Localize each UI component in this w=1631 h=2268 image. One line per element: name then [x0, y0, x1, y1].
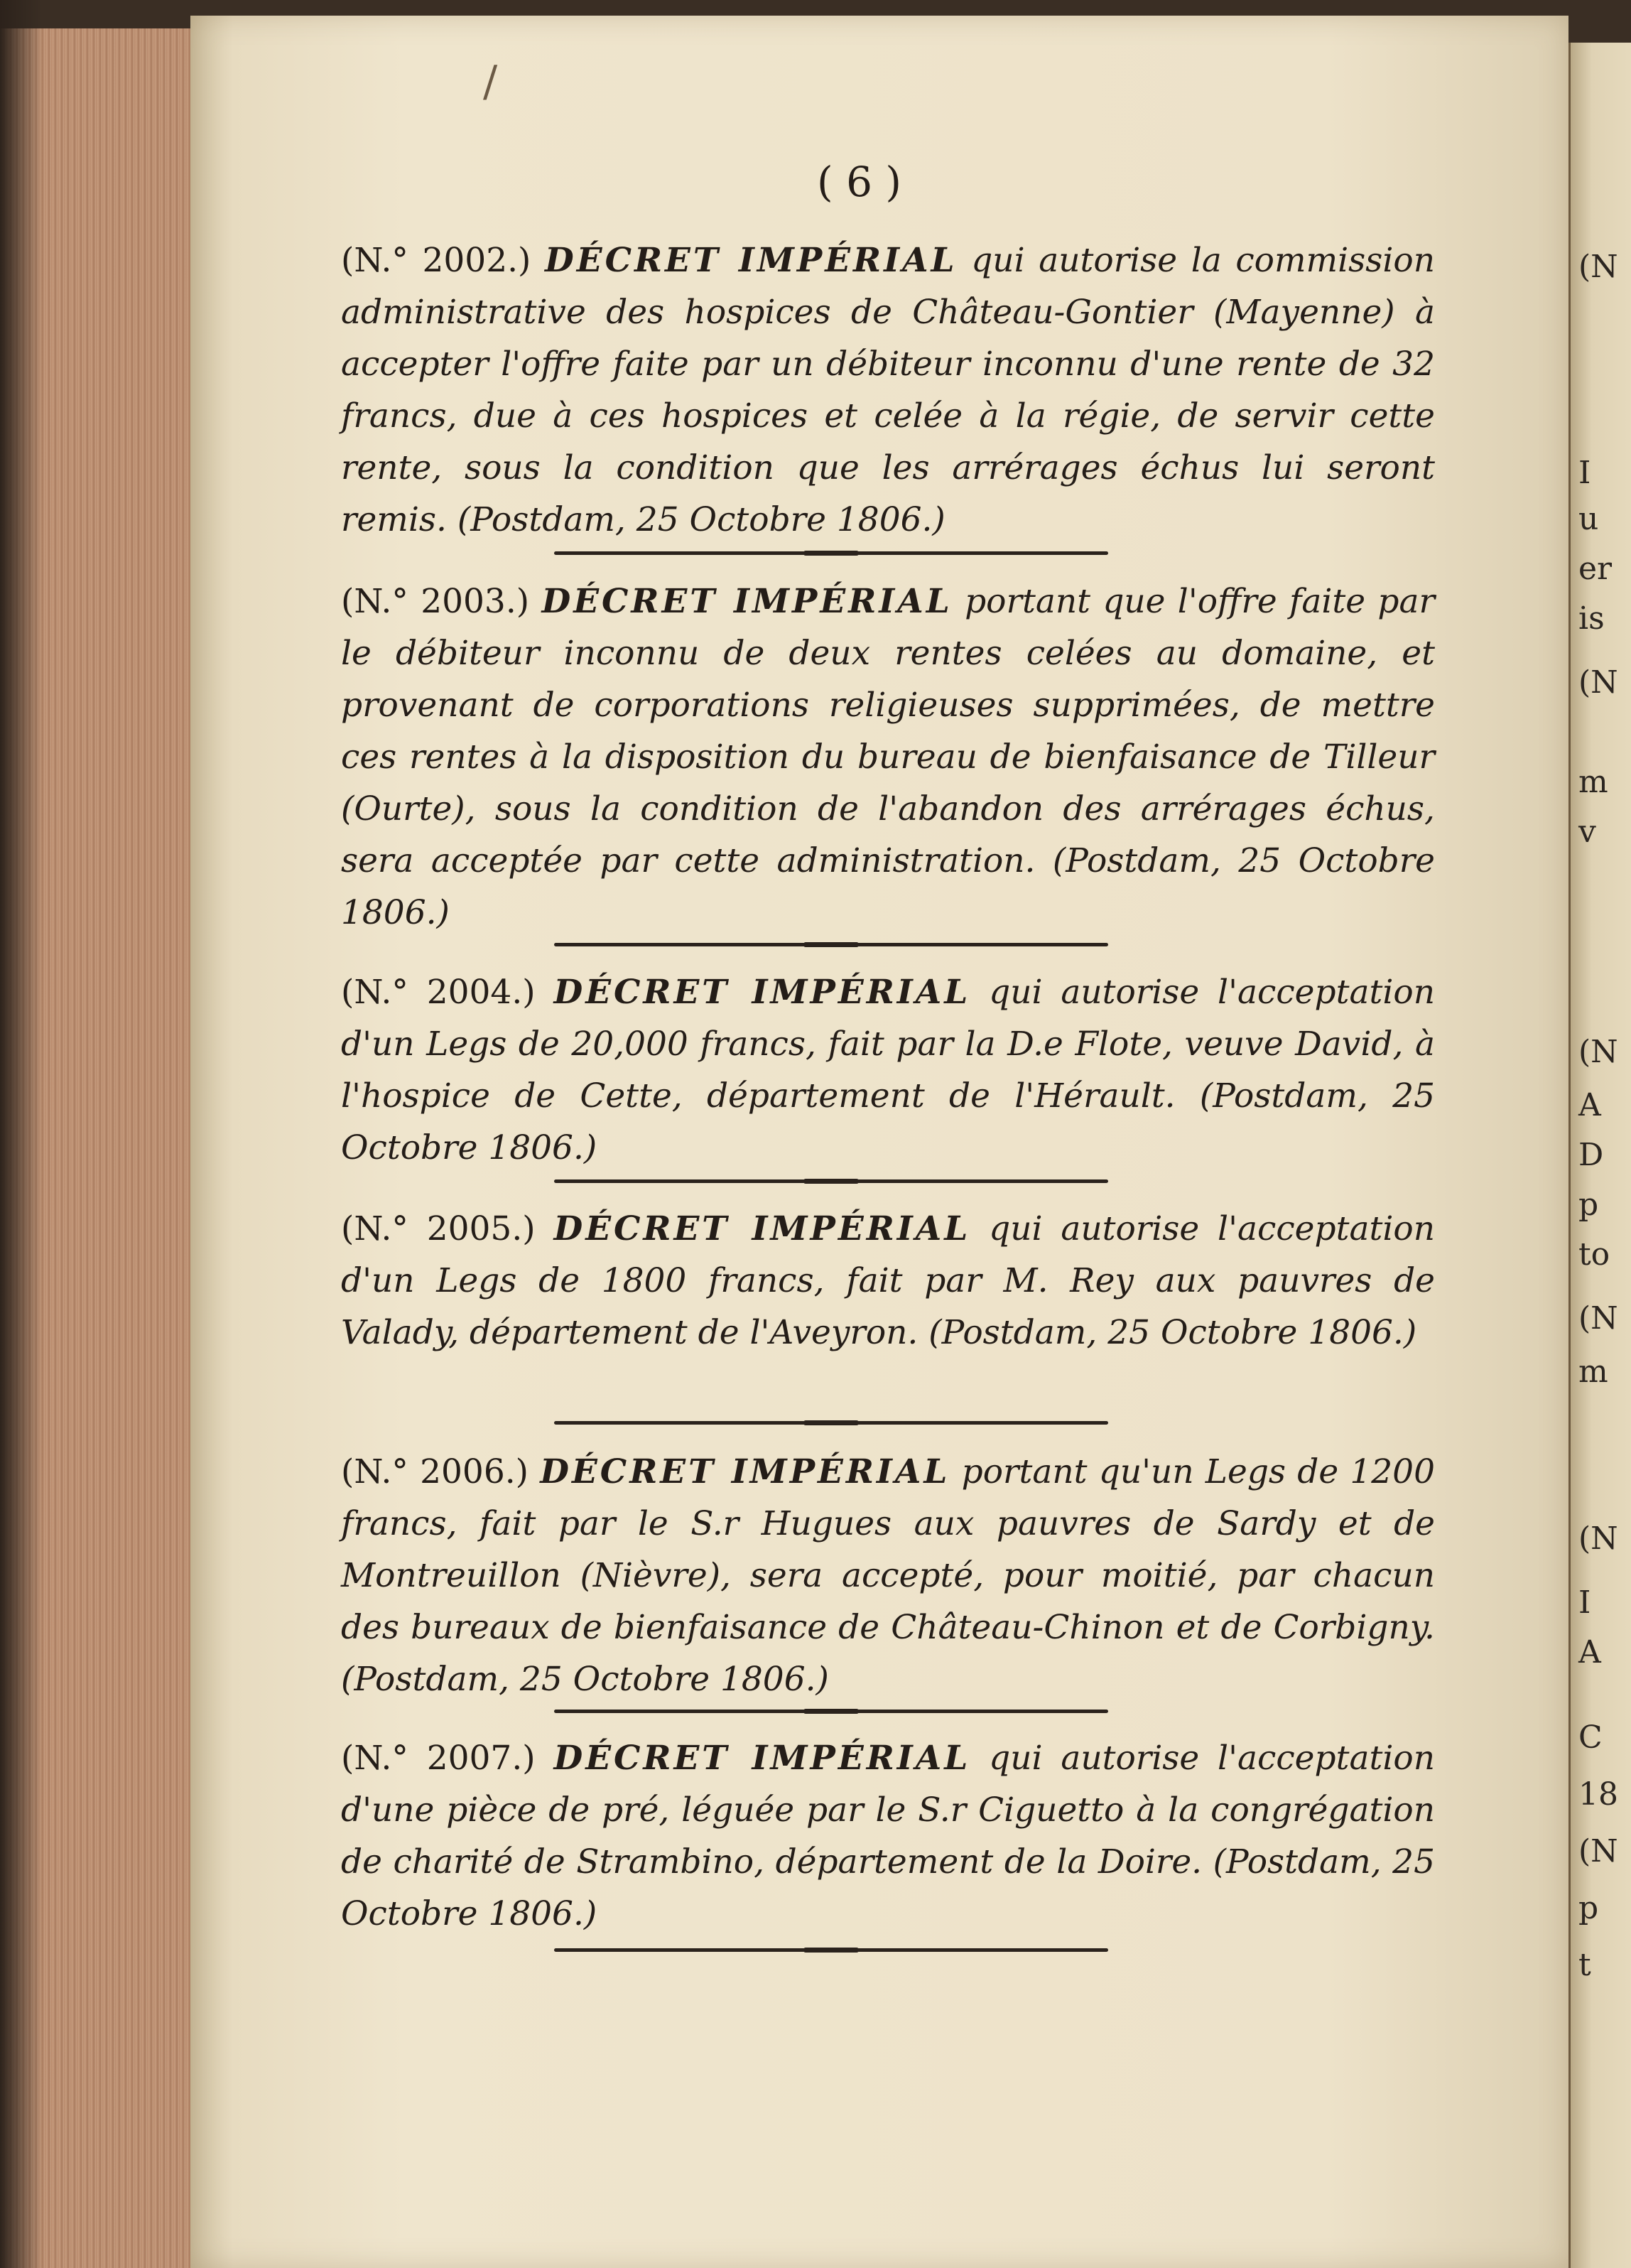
facing-page-text: er: [1578, 551, 1613, 587]
decree-number: (N.° 2003.): [341, 582, 530, 621]
facing-page-text: I: [1578, 455, 1591, 491]
decree-text: qui autorise l'acceptation d'un Legs de 1800 francs, fait par M. Rey aux pauvres de Valady, département de l'Aveyron. (Postdam, 25 Octobre 1806.): [341, 1209, 1435, 1352]
separator-rule: [554, 1179, 1108, 1183]
facing-page-text: I: [1578, 1584, 1591, 1621]
facing-page-text: (N: [1578, 1034, 1618, 1070]
decree-text: portant qu'un Legs de 1200 francs, fait par le S.r Hugues aux pauvres de Sardy et de Montreuillon (Nièvre), sera accepté, pour moitié, par chacun des bureaux de bienfaisance de Château-Chinon et de Corbigny. (Postdam, 25 Octobre 1806.): [341, 1452, 1435, 1699]
binding-shadow: [0, 0, 43, 2268]
decree-title: DÉCRET IMPÉRIAL: [540, 1452, 950, 1491]
facing-page-text: 18: [1578, 1776, 1618, 1813]
facing-page-text: t: [1578, 1947, 1591, 1983]
decree-text: qui autorise la commission administrative des hospices de Château-Gontier (Mayenne) à accepter l'offre faite par un débiteur inconnu d'une rente de 32 francs, due à ces hospices et celée à la régie, de servir cette rente, sous la condition que les arrérages échus lui seront remis. (Postdam, 25 Octobre 1806.): [341, 241, 1435, 539]
decree-number: (N.° 2005.): [341, 1209, 536, 1248]
facing-page-text: m: [1578, 1354, 1608, 1390]
facing-page-text: to: [1578, 1236, 1610, 1273]
decree-entry-2007: [341, 1732, 1435, 1940]
facing-page-text: p: [1578, 1187, 1599, 1223]
facing-page-text: (N: [1578, 1521, 1618, 1557]
decree-entry-2005: [341, 1203, 1435, 1359]
separator-rule: [554, 1710, 1108, 1713]
facing-page-text: (N: [1578, 664, 1618, 701]
decree-number: (N.° 2006.): [341, 1452, 529, 1491]
decree-number: (N.° 2002.): [341, 241, 531, 280]
facing-page-text: C: [1578, 1719, 1603, 1756]
separator-rule: [554, 1948, 1108, 1952]
facing-page-text: (N: [1578, 1833, 1618, 1869]
facing-page-text: u: [1578, 501, 1599, 537]
decree-title: DÉCRET IMPÉRIAL: [545, 241, 958, 280]
facing-page-text: A: [1578, 1087, 1601, 1123]
decree-title: DÉCRET IMPÉRIAL: [541, 582, 953, 621]
decree-entry-2003: [341, 576, 1435, 939]
ink-mark: /: [483, 57, 498, 107]
facing-page-text: D: [1578, 1137, 1604, 1173]
separator-rule: [554, 943, 1108, 946]
facing-page-text: (N: [1578, 249, 1618, 285]
decree-text: portant que l'offre faite par le débiteur inconnu de deux rentes celées au domaine, et provenant de corporations religieuses supprimées, de mettre ces rentes à la disposition du bureau de bienfaisance de Tilleur (Ourte), sous la condition de l'abandon des arrérages échus, sera acceptée par cette administration. (Postdam, 25 Octobre 1806.): [341, 582, 1435, 932]
decree-number: (N.° 2004.): [341, 973, 536, 1012]
page-number: ( 6 ): [817, 158, 902, 206]
decree-entry-2006: [341, 1446, 1435, 1705]
decree-title: DÉCRET IMPÉRIAL: [553, 1739, 971, 1778]
facing-page-text: m: [1578, 764, 1608, 800]
facing-page-text: A: [1578, 1634, 1601, 1670]
decree-number: (N.° 2007.): [341, 1739, 536, 1778]
decree-entry-2004: [341, 966, 1435, 1174]
decree-text: qui autorise l'acceptation d'un Legs de 20,000 francs, fait par la D.e Flote, veuve David, à l'hospice de Cette, département de l'Hérault. (Postdam, 25 Octobre 1806.): [341, 973, 1435, 1167]
facing-page-text: (N: [1578, 1300, 1618, 1336]
facing-page-text: v: [1578, 814, 1596, 850]
facing-page-text: p: [1578, 1890, 1599, 1926]
decree-title: DÉCRET IMPÉRIAL: [553, 1209, 971, 1248]
separator-rule: [554, 551, 1108, 555]
decree-entry-2002: [341, 234, 1435, 546]
decree-title: DÉCRET IMPÉRIAL: [553, 973, 971, 1012]
facing-page-text: is: [1578, 600, 1605, 637]
separator-rule: [554, 1421, 1108, 1425]
decree-text: qui autorise l'acceptation d'une pièce de pré, léguée par le S.r Ciguetto à la congrégation de charité de Strambino, département de la Doire. (Postdam, 25 Octobre 1806.): [341, 1739, 1435, 1933]
